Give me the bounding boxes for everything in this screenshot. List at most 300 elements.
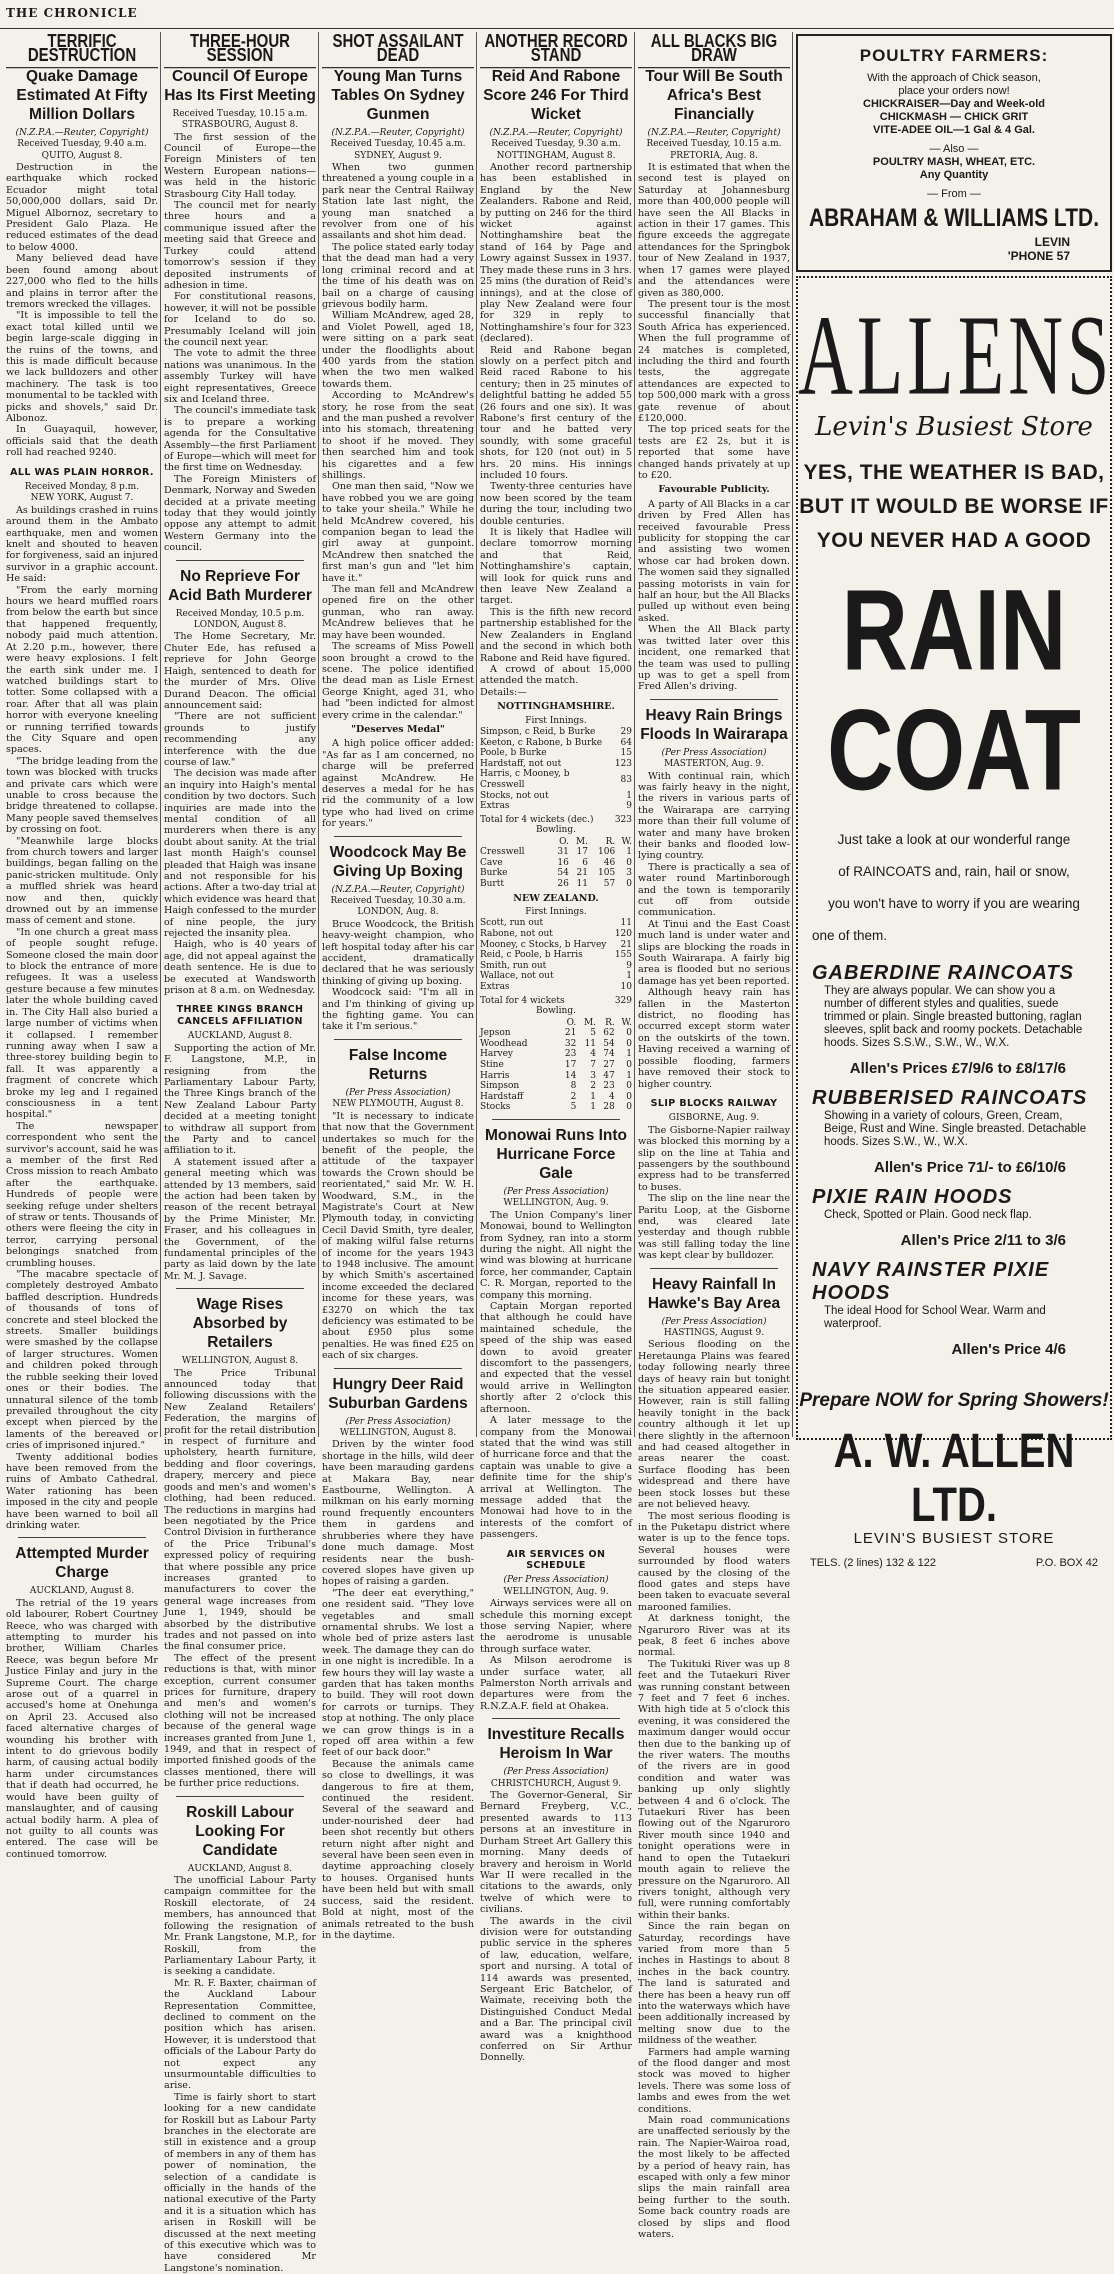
paragraph: The Price Tribunal announced today that following discussions with the New Zealand Retailers' Federation, the margins of profit for the retail distribution in respect of furniture and upholstery, hearth furniture, bedding and floor coverings, drapery, mercery and piece goods and men's and women's clothing, had been reduced. The reductions in margins had been negotiated by the Price Control Division in furtherance of the Price Tribunal's expressed policy of requiring that where possible any price increases granted to manufacturers to cover the general wage increases from June 1, 1949, should be absorbed by the distributive trades and not passed on into the final consumer price. (164, 1367, 316, 1653)
ad-firm-name: A. W. ALLEN LTD. (833, 1425, 1075, 1532)
column-4 (480, 30, 632, 2064)
bowling-figure: 0 (626, 1081, 632, 1092)
bowling-figure: 4 (608, 1091, 615, 1102)
bowler: Hardstaff (480, 1091, 524, 1102)
ad-line: With the approach of Chick season, (867, 72, 1041, 84)
dateline: PRETORIA, Aug. 8. (670, 150, 758, 161)
paragraph: A crowd of about 15,000 attended the match. (480, 663, 632, 687)
bowling-figure: 17 (564, 1060, 577, 1070)
paragraph: Mr. R. F. Baxter, chairman of the Auckland Labour Representation Committee, declined to comment on the position which has arisen. However, it is understood that officials of the Labour Party do not expect any unsurmountable difficulties to arise. (164, 1977, 316, 2092)
runs: 1 (626, 790, 632, 801)
bowling-column-header: O. (559, 836, 569, 847)
byline: (N.Z.P.A.—Reuter, Copyright) (331, 884, 465, 895)
headline: Roskill Labour Looking For Candidate (186, 1803, 294, 1859)
bowler: Jepson (480, 1028, 511, 1039)
batsman: Stocks, not out (480, 790, 549, 801)
bowling-row (480, 1028, 632, 1039)
received: Received Tuesday, 10.15 a.m. (646, 139, 782, 150)
dateline: AUCKLAND, August 8. (187, 1031, 293, 1042)
bowling-figure: 11 (576, 879, 588, 890)
allens-advertisement (796, 276, 1114, 1569)
runs: 123 (614, 758, 632, 769)
bowler: Simpson (480, 1081, 520, 1092)
batsman: Extras (480, 801, 510, 812)
article-body (322, 1439, 474, 1941)
bowling-figure: 4 (590, 1049, 597, 1060)
paragraph: The council's immediate task is to prepare a working agenda for the Consultative Assembly—the first Parliament of Europe—which will meet for the first time on Wednesday. (164, 405, 316, 474)
batting-row (480, 801, 632, 812)
article-body (6, 505, 158, 1532)
paragraph: One man then said, "Now we have robbed you we are going to take your sheila." While he held McAndrew covered, his companion began to lead the girl away at gunpoint. McAndrew then snatched the first man's gun and "let him have it." (322, 481, 474, 584)
ad-big-word: RAIN (841, 566, 1067, 695)
bowling-figure: 62 (603, 1028, 615, 1039)
subheading: SLIP BLOCKS RAILWAY (650, 1097, 778, 1109)
bowling-figure: 54 (557, 868, 569, 879)
received: Received Tuesday, 9.30 a.m. (491, 139, 621, 150)
bowler: Harvey (480, 1049, 514, 1060)
paragraph: With continual rain, which was fairly heavy in the night, the rivers in various parts of the Wairarapa are carrying more than their full volume of water and many have broken their banks and flooded low-lying country. (638, 770, 790, 862)
dateline: LONDON, August 8. (193, 620, 287, 631)
headline: Heavy Rainfall In Hawke's Bay Area (647, 1275, 781, 1312)
bowling-figure: 16 (557, 857, 569, 868)
product-price: Allen's Price 4/6 (951, 1341, 1066, 1358)
bowling-figure: 0 (626, 1060, 632, 1070)
ad-headline-line: YOU NEVER HAD A GOOD (816, 529, 1092, 552)
batsman: Smith, run out (480, 960, 547, 971)
ad-line: place your orders now! (898, 85, 1010, 97)
bowling-figure: 0 (626, 1038, 632, 1049)
kicker: ALL BLACKS BIG DRAW (638, 32, 790, 68)
bowling-figure: 1 (590, 1091, 597, 1102)
batting-table (480, 727, 632, 812)
total-label: Total for 4 wickets (dec.) (480, 814, 594, 825)
paragraph: The screams of Miss Powell soon brought a crowd to the scene. The police identified the dead man as Lisle Ernest George Knight, aged 31, who had "been indicted for almost every crime in the calendar." (322, 641, 474, 721)
bowling-figure: 7 (590, 1060, 597, 1070)
bowling-header (480, 1018, 632, 1029)
paragraph: The most serious flooding is in the Puketapu district where water is up to the fence tops. Several houses were surrounded by flood waters caused by the closing of the flood gates and steps have been taken to evacuate several marooned families. (638, 1510, 790, 1613)
ad-headline-line: YES, THE WEATHER IS BAD, (803, 461, 1105, 484)
headline: Wage Rises Absorbed by Retailers (192, 1296, 288, 1352)
ad-product: VITE-ADEE OIL—1 Gal & 4 Gal. (873, 124, 1035, 136)
paragraph: Another record partnership has been established in England by the New Zealanders. Rabone and Reid, by putting on 246 for the third wicket against Nottinghamshire beat the stand of 164 by Page and Lowry against Sussex in 1937. They made these runs in 3 hrs. 25 mins (the duration of Reid's innings), and at the close of play New Zealand were four for 329 in reply to Nottinghamshire's four for 323 (declared). (480, 162, 632, 345)
bowling-figure: 11 (584, 1038, 597, 1049)
byline: (Per Press Association) (661, 747, 767, 758)
batsman: Extras (480, 982, 510, 993)
bowling-row (480, 1071, 632, 1082)
headline: Monowai Runs Into Hurricane Force Gale (484, 1126, 628, 1182)
bowling-figure: 1 (626, 847, 632, 858)
batting-row (480, 918, 632, 929)
paragraph: In Guayaquil, however, officials said that the death roll had reached 9240. (6, 424, 158, 459)
article-body (480, 1210, 632, 1541)
paragraph: For constitutional reasons, however, it will not be possible for Iceland to do so. Presumably Iceland will join the council next year. (164, 291, 316, 348)
bowling-header (480, 837, 632, 848)
batting-row (480, 727, 632, 738)
dateline: LONDON, Aug. 8. (357, 907, 439, 918)
runs: 15 (620, 748, 632, 759)
byline: (N.Z.P.A.—Reuter, Copyright) (489, 127, 623, 138)
paragraph: Supporting the action of Mr. F. Langstone, M.P., in resigning from the Parliamentary Labour Party, the Three Kings branch of the New Zealand Labour Party decided at a meeting tonight to withdraw all support from the Party and to cancel affiliation to it. (164, 1042, 316, 1157)
dateline: AUCKLAND, August 8. (187, 1863, 293, 1874)
paragraph: The Gisborne-Napier railway was blocked this morning by a slip on the line at Tahia and passengers by the southbound express had to be transferred to buses. (638, 1124, 790, 1193)
total-label: Total for 4 wickets (480, 995, 565, 1006)
kicker: ANOTHER RECORD STAND (480, 32, 632, 68)
ad-store-tag: LEVIN'S BUSIEST STORE (853, 1530, 1055, 1547)
paragraph: The police stated early today that the dead man had a very long criminal record and at the time of his death was on bail on a charge of causing grievous bodily harm. (322, 241, 474, 310)
headline: Reid And Rabone Score 246 For Third Wicket (483, 67, 629, 123)
paragraph: It is estimated that when the second test is played on Saturday at Johannesburg more than 400,000 people will have seen the All Blacks in action in their 17 games. This figure exceeds the aggregate attendances for the Springbok tour of New Zealand in 1937, when 17 games were played and the attendances were given as 380,000. (638, 162, 790, 299)
paragraph: The effect of the present reductions is that, with minor exception, current consumer prices for furniture, drapery and men's and women's clothing will not be increased because of the general wage increases granted from June 1, 1949, and that in respect of imported finished goods of the classes mentioned, there will be further price reductions. (164, 1652, 316, 1790)
subheading: Favourable Publicity. (658, 484, 770, 496)
bowling-column-header: R. (605, 1017, 615, 1028)
product-price: Allen's Prices £7/9/6 to £8/17/6 (849, 1060, 1066, 1077)
bowling-figure: 0 (626, 857, 632, 868)
byline: (Per Press Association) (345, 1416, 451, 1427)
paragraph: William McAndrew, aged 28, and Violet Powell, aged 18, were sitting on a park seat under the floodlights about 400 yards from the station when the two men walked towards them. (322, 310, 474, 390)
paragraph: "The macabre spectacle of completely destroyed Ambato baffled description. Hundreds of thousands of tons of concrete and steel blocked the streets. Smaller buildings were smashed by the collapse of larger structures. Women and children poked through the rubble seeking their loved ones or their bodies. The unnatural silence of the tomb prevailed throughout the city except when pierced by the laments of the bereaved or cries of imprisoned injured." (6, 1269, 158, 1452)
bowling-figure: 3 (590, 1070, 597, 1081)
headline: Woodcock May Be Giving Up Boxing (329, 843, 467, 880)
bowler: Burtt (480, 879, 504, 890)
ad-firm-name: ABRAHAM & WILLIAMS LTD. (808, 204, 1100, 233)
ad-intro-line: Just take a look at our wonderful range (837, 832, 1071, 847)
bowling-figure: 46 (603, 857, 616, 868)
bowling-table (480, 837, 632, 890)
dateline: AUCKLAND, August 8. (29, 1586, 135, 1597)
product-description: They are always popular. We can show you a number of different styles and qualities, suede trimmed or plain. Single breasted buttoning, raglan sleeves, split back and roomy pockets. Detachable hoods. Sizes S.S.W., S.W., W., W.X. (824, 985, 1083, 1049)
allens-slogan: Levin's Busiest Store (815, 412, 1093, 442)
paragraph: The Governor-General, Sir Bernard Freyberg, V.C., presented awards to 113 persons at an investiture in Durham Street Art Gallery this morning. Many deeds of bravery and heroism in World War II were recalled in the citations to the awards, only twelve of which were to civilians. (480, 1790, 632, 1916)
bowling-figure: 57 (603, 879, 616, 890)
paragraph: A later message to the company from the Monowai stated that the wind was still of hurricane force and that the captain was unable to give a definite time for the ship's arrival at Wellington. The message added that the Monowai had hove to in the interests of the comfort of passengers. (480, 1415, 632, 1541)
byline: (N.Z.P.A.—Reuter, Copyright) (647, 127, 781, 138)
article-body (6, 162, 158, 459)
article-body (164, 1875, 316, 2274)
bowling-figure: 5 (570, 1102, 577, 1113)
article-body (322, 738, 474, 829)
runs: 9 (626, 801, 632, 812)
product-price: Allen's Price 71/- to £6/10/6 (874, 1159, 1066, 1176)
paragraph: When two gunmen threatened a young couple in a park near the Central Railway Station late last night, the young man snatched a revolver from one of his assailants and shot him dead. (322, 162, 474, 242)
received: Received Monday, 10.5 p.m. (175, 608, 305, 619)
product-description: Showing in a variety of colours, Green, Cream, Beige, Rust and Wine. Single breasted. Detachable hoods. Sizes S.W., W., W.X. (824, 1110, 1087, 1148)
paragraph: The newspaper correspondent who sent the survivor's account, said he was a member of the first Red Cross mission to reach Ambato after the earthquake. Hundreds of people were seeking refuge under shelters of straw or tents. Thousands of others were fleeing the city in terror, carrying personal belongings snatched from crumbling houses. (6, 1120, 158, 1269)
bowling-figure: 47 (603, 1070, 615, 1081)
bowling-figure: 26 (557, 879, 569, 890)
ad-product: CHICKRAISER—Day and Week-old (863, 98, 1045, 110)
paragraph: Driven by the winter food shortage in the hills, wild deer have been marauding gardens at Makara Bay, near Eastbourne, Wellington. A milkman on his early morning round frequently encounters them in gardens and shrubberies where they have done much damage. Most residents near the bush-covered slopes have given up hopes of raising a garden. (322, 1439, 474, 1588)
batsman: Scott, run out (480, 918, 544, 929)
batsman: Poole, b Burke (480, 748, 547, 759)
batting-row (480, 971, 632, 982)
bowling-figure: 1 (626, 1049, 632, 1060)
article-body (322, 919, 474, 1033)
paragraph: Because the animals came so close to dwellings, it was dangerous to fire at them, continued the resident. Several of the seaward and under-nourished deer had been shot recently but others return night after night and several have been seen even in daytime approaching closely to houses. Organised hunts have been held but with small success, said the resident. Bold at night, most of the animals retreated to the bush in the daytime. (322, 1758, 474, 1941)
runs: 64 (620, 737, 632, 748)
paragraph: The decision was made after an inquiry into Haigh's mental condition by two doctors. Such inquiries are made into the mental condition of all murderers when there is any doubt about sanity. At the trial last month Haigh's counsel pleaded that Haigh was insane and not responsible for his actions. After a two-day trial at which evidence was heard that Haigh confessed to the murder of nine people, the jury rejected the insanity plea. (164, 768, 316, 940)
received: Received Tuesday, 10.15 a.m. (172, 108, 308, 119)
received: Received Tuesday, 10.30 a.m. (330, 896, 466, 906)
runs: 155 (614, 950, 632, 961)
ad-also: — Also — (929, 143, 979, 155)
total-line (480, 812, 632, 826)
headline: Hungry Deer Raid Suburban Gardens (328, 1375, 468, 1412)
bowling-figure: 23 (564, 1049, 577, 1060)
paragraph: A party of All Blacks in a car driven by Fred Allen has received favourable Press publicity for stopping the car and assisting two women whose car had broken down. The women said they signalled passing motorists in vain for half an hour, but the All Blacks pulled up without even being asked. (638, 498, 790, 624)
subheading: THREE KINGS BRANCH CANCELS AFFILIATION (176, 1004, 304, 1027)
ad-headline (798, 456, 1110, 558)
bowling-row (480, 1049, 632, 1060)
byline: (Per Press Association) (503, 1767, 609, 1778)
headline: Council Of Europe Has Its First Meeting (164, 67, 316, 104)
column-3 (322, 30, 474, 1941)
article-body (322, 1111, 474, 1362)
article-body (480, 162, 632, 687)
batting-row (480, 950, 632, 961)
headline: False Income Returns (348, 1046, 448, 1083)
batting-row (480, 769, 632, 790)
paragraph: A statement issued after a general meeting which was attended by 13 members, said the action had been taken by reason of the recent betrayal by the Prime Minister, Mr. Fraser, and his colleagues in the Government, of the fundamental principles of the party as laid down by the late Mr. M. J. Savage. (164, 1156, 316, 1282)
allens-logo: ALLENS (798, 293, 1114, 419)
dateline: QUITO, August 8. (41, 150, 123, 161)
masthead (0, 0, 1114, 29)
poultry-advertisement (796, 34, 1112, 272)
batting-row (480, 982, 632, 993)
product-price: Allen's Price 2/11 to 3/6 (900, 1232, 1066, 1249)
bowling-column-header: W. (621, 1017, 632, 1028)
paragraph: The retrial of the 19 years old labourer, Robert Courtney Reece, who was charged with attempting to murder his brother, William Charles Reece, was begun before Mr Justice Finlay and jury in the Supreme Court. The charge arose out of a quarrel in accused's home at Onehunga on April 23. Accused also faced alternative charges of wounding his brother with intent to do grievous bodily harm, of causing actual bodily harm under circumstances that if death had occurred, he would have been guilty of manslaughter, and of causing actual bodily harm. A plea of not guilty to all counts was entered. The case will be continued tomorrow. (6, 1597, 158, 1860)
paragraph: As Milson aerodrome is under surface water, all Palmerston North arrivals and departures were from the R.N.Z.A.F. field at Ohakea. (480, 1655, 632, 1712)
paragraph: The council met for nearly three hours and a communique issued after the meeting said that Greece and Turkey could attend tomorrow's session if they deposited instruments of adhesion in time. (164, 200, 316, 291)
product-name: RUBBERISED RAINCOATS (812, 1087, 1088, 1109)
ad-spring-tagline: Prepare NOW for Spring Showers! (799, 1390, 1109, 1411)
paragraph: The vote to admit the three nations was unanimous. In the assembly Turkey will have eight representatives, Greece six and Iceland three. (164, 348, 316, 405)
runs: 83 (620, 774, 632, 785)
article-body (638, 1339, 790, 2240)
batting-row (480, 791, 632, 802)
bowling-figure: 5 (590, 1028, 597, 1039)
paragraph: "The bridge leading from the town was blocked with trucks and private cars which were unable to cross because the bridge threatened to collapse. Many people saved themselves by crossing on foot. (6, 755, 158, 836)
runs: 1 (626, 971, 632, 982)
subheading: "Deserves Medal" (351, 723, 445, 735)
product-navy-rainster (812, 1259, 1096, 1358)
article-body (638, 1125, 790, 1262)
paragraph: This is the fifth new record partnership established for the New Zealanders in England and the second in which both Rabone and Reid have figured. (480, 606, 632, 664)
paragraph: Destruction in the earthquake which rocked Ecuador might total 50,000,000 dollars, said Dr. Miguel Albornoz, secretary to President Galo Plaza. He reduced estimates of the dead to below 4000. (6, 162, 158, 253)
ad-intro (798, 824, 1110, 952)
paragraph: The man fell and McAndrew opened fire on the other gunman, who ran away. McAndrew believes that he may have been wounded. (322, 584, 474, 641)
article-body (164, 1043, 316, 1283)
ad-from: — From — (927, 188, 981, 200)
headline: Attempted Murder Charge (15, 1545, 149, 1582)
bowling-column-header: M. (583, 1017, 597, 1028)
dateline: SYDNEY, August 9. (354, 150, 442, 161)
article-body (480, 1598, 632, 1712)
product-name: PIXIE RAIN HOODS (812, 1186, 1013, 1208)
bowler: Stocks (480, 1102, 511, 1113)
bowling-figure: 105 (598, 868, 616, 879)
dateline: HASTINGS, August 9. (663, 1328, 765, 1338)
subheading: AIR SERVICES ON SCHEDULE (506, 1548, 606, 1571)
ad-contact (810, 1557, 1098, 1569)
column-5 (638, 30, 790, 2241)
paragraph: "From the early morning hours we heard muffled roars from below the earth but since that happened frequently, nobody paid much attention. At 2.20 p.m., however, there were heavy explosions. I felt the earth sink under me. I watched buildings start to totter. Some collapsed with a roar. After that all was plain horror with everyone kneeling or running terrified towards the City Square and open spaces. (6, 584, 158, 756)
batsman: Keeton, c Rabone, b Burke (480, 737, 603, 748)
paragraph: Airways services were all on schedule this morning except those serving Napier, where the aerodrome is unusable through surface water. (480, 1598, 632, 1655)
bowling-row (480, 1092, 632, 1103)
article-body (322, 162, 474, 721)
bowling-figure: 3 (626, 868, 632, 879)
newspaper-name: THE CHRONICLE (6, 6, 138, 20)
paragraph: The slip on the line near the Paritu Loop, at the Gisborne end, was cleared late yesterday and though rubble was still falling today the line was kept clear by bulldozer. (638, 1193, 790, 1262)
bowling-column-header: O. (566, 1017, 577, 1028)
ad-quantity: Any Quantity (919, 169, 989, 181)
paragraph: "Meanwhile large blocks from church towers and larger buildings, began falling on the panic-stricken multitude. Only a muffled shriek was heard now and then, quickly drowned out by an immense mass of cement and stone. (6, 835, 158, 927)
paragraph: Farmers had ample warning of the flood danger and most stock was moved to higher levels. There was some loss of lambs and ewes from the wet conditions. (638, 2046, 790, 2115)
bowling-figure: 0 (626, 1028, 632, 1039)
paragraph: Bruce Woodcock, the British heavy-weight champion, who left hospital today after his car accident, dramatically declared that he was seriously thinking of giving up boxing. (322, 918, 474, 987)
dateline: WELLINGTON, Aug. 9. (503, 1198, 609, 1209)
paragraph: Reid and Rabone began slowly on a perfect pitch and Reid raced Rabone to his century; then in 25 minutes of delightful batting he added 55 (26 fours and one six). It was Rabone's first century of the tour and he batted very soundly, with some graceful shots, for 120 (not out) in 5 hrs. 20 mins. His innings included 10 fours. (480, 344, 632, 481)
bowling-row (480, 868, 632, 879)
bowling-row (480, 879, 632, 890)
batsman: Wallace, not out (480, 971, 554, 982)
bowling-row (480, 1060, 632, 1071)
bowling-column-header: W. (621, 836, 632, 847)
paragraph: At Tinui and the East Coast much land is under water and slips are blocking the roads in South Wairarapa. A fairly big area is flooded but no serious damage has yet been reported. (638, 918, 790, 987)
batsman: Hardstaff, not out (480, 758, 562, 769)
innings-label: First Innings. (525, 907, 587, 918)
bowling-row (480, 858, 632, 869)
bowling-figure: 1 (590, 1102, 597, 1113)
paragraph: There is practically a sea of water round Martinborough and the town is temporarily cut off from outside communication. (638, 861, 790, 919)
bowling-figure: 106 (598, 847, 616, 858)
kicker: SHOT ASSAILANT DEAD (322, 32, 474, 68)
total-runs: 329 (614, 995, 632, 1006)
batting-row (480, 759, 632, 770)
product-pixie-hoods (812, 1186, 1096, 1249)
article-body (164, 1368, 316, 1790)
team-name: NEW ZEALAND. (513, 892, 599, 904)
ad-telephone: TELS. (2 lines) 132 & 122 (810, 1557, 936, 1569)
bowling-column-header (480, 1018, 558, 1029)
ad-title: POULTRY FARMERS: (859, 46, 1049, 65)
runs: 10 (620, 982, 632, 993)
bowling-figure: 14 (564, 1070, 577, 1081)
paragraph: Twenty additional bodies have been removed from the ruins of Ambato Cathedral. Water rationing has been imposed in the city and people have been warned to boil all drinking water. (6, 1451, 158, 1531)
product-description: The ideal Hood for School Wear. Warm and waterproof. (824, 1305, 1046, 1330)
ad-headline-line: BUT IT WOULD BE WORSE IF (799, 495, 1109, 518)
dateline: GISBORNE, Aug. 9. (668, 1113, 760, 1124)
total-row (480, 812, 632, 826)
dateline: NEW PLYMOUTH, August 8. (332, 1099, 464, 1110)
ad-intro-line: one of them. (812, 928, 888, 943)
bowling-figure: 2 (570, 1091, 577, 1102)
article-body (164, 631, 316, 996)
bowling-column-header (480, 837, 551, 848)
paragraph: The Union Company's liner Monowai, bound to Wellington from Sydney, ran into a storm during the night. All night the wind was blowing at hurricane force, her commander, Captain C. R. Morgan, reported to the company this morning. (480, 1209, 632, 1301)
bowling-figure: 23 (603, 1081, 615, 1092)
batting-row (480, 738, 632, 749)
bowling-column-header: R. (605, 836, 616, 847)
bowling-figure: 0 (626, 1091, 632, 1102)
headline: Tour Will Be South Africa's Best Financially (645, 67, 783, 123)
product-name: GABERDINE RAINCOATS (812, 962, 1074, 984)
bowling-figure: 74 (603, 1049, 615, 1060)
batting-row (480, 940, 632, 951)
paragraph: "The deer eat everything," one resident said. "They love vegetables and small ornamental shrubs. We lost a whole bed of prize asters last week. The damage they can do in one night is incredible. In a few hours they will lay waste a garden that has taken months to build. They will root down for carrots or turnips. They stop at nothing. The only place we can grow things is in a roped off area within a few feet of our back door." (322, 1587, 474, 1759)
bowling-figure: 2 (590, 1081, 597, 1092)
bowling-label: Bowling. (536, 825, 576, 836)
column-2 (164, 30, 316, 2274)
bowler: Woodhead (480, 1038, 528, 1049)
batting-row (480, 961, 632, 972)
paragraph: It is likely that Hadlee will declare tomorrow morning and that Reid, Nottinghamshire's captain, will look for quick runs and then leave New Zealand a target. (480, 527, 632, 607)
bowling-figure: 1 (626, 1070, 632, 1081)
paragraph: "It is impossible to tell the exact total killed until we begin large-scale digging in the ruins of the towns, and this is made difficult because we lack bulldozers and other machinery. The task is too monumental to be tackled with picks and shovels," said Dr. Albonoz. (6, 310, 158, 424)
ad-intro-line: of RAINCOATS and, rain, hail or snow, (838, 864, 1070, 879)
bowling-figure: 0 (626, 1102, 632, 1113)
product-description: Check, Spotted or Plain. Good neck flap. (824, 1209, 1032, 1221)
paragraph: A high police officer added: "As far as I am concerned, no charge will be preferred against McAndrew. He deserves a medal for he has rid the community of a low type who had lived on crime for years." (322, 738, 474, 830)
dateline: CHRISTCHURCH, August 9. (490, 1778, 622, 1789)
runs: 11 (620, 918, 632, 929)
paragraph: The Tukituki River was up 8 feet and the Tutaekuri River was running constant between 7 feet and 7 feet 6 inches. With high tide at 5 o'clock this evening, it was considered the maximum danger would occur then due to the banking up of the river waters. The mouths of the rivers are in good condition and water was banking up only slightly between 4 and 6 o'clock. The Tutaekuri River has been flowing out of the Ngaruroro River mouth since 1940 and tonight operations were in hand to open the Tutaekuri mouth again to relieve the pressure on the Ngaruroro. All rivers tonight, although very full, were running comfortably within their banks. (638, 1658, 790, 1921)
received: Received Tuesday, 9.40 a.m. (17, 139, 147, 150)
runs: 29 (620, 726, 632, 737)
bowler: Harris (480, 1070, 510, 1081)
paragraph: The awards in the civil division were for outstanding public service in the spheres of law, education, welfare, sport and nursing. A total of 114 awards was presented, Sergeant Eric Batchelor, of Waimate, receiving both the Distinguished Conduct Medal and a Bar. The principal civil award was a knighthood conferred on Sir Arthur Donnelly. (480, 1915, 632, 2064)
batting-table (480, 918, 632, 992)
paragraph: The Home Secretary, Mr. Chuter Ede, has refused a reprieve for John George Haigh, sentenced to death for the murder of Mrs. Olive Durand Deacon. The official announcement said: (164, 631, 316, 711)
paragraph: As buildings crashed in ruins around them in the Ambato earthquake, men and women knelt and shouted to heaven for forgiveness, said an injured survivor in a graphic account. He said: (6, 504, 158, 585)
bowling-figure: 17 (576, 847, 588, 858)
bowler: Stine (480, 1060, 504, 1070)
bowling-figure: 31 (557, 847, 569, 858)
product-rubberised (812, 1087, 1096, 1176)
byline: (N.Z.P.A.—Reuter, Copyright) (331, 127, 465, 138)
paragraph: "In one church a great mass of people sought refuge. Someone closed the main door to block the entrance of more refugees. It was a useless gesture because a few minutes later the whole building caved in. The City Hall also buried a large number of victims when it collapsed. I remember running away when I saw a three-storey building begin to fall. It was apparently a fragment of concrete which broke my leg and I regained consciousness in a tent hospital." (6, 926, 158, 1121)
column-1 (6, 30, 158, 1860)
headline: Quake Damage Estimated At Fifty Million Dollars (16, 67, 148, 123)
paragraph: Twenty-three centuries have now been scored by the team during the tour, including two double centuries. (480, 481, 632, 527)
paragraph: Haigh, who is 40 years of age, did not appeal against the death sentence. He is due to be executed at Wandsworth prison at 8 a.m. on Wednesday. (164, 939, 316, 997)
byline: (Per Press Association) (503, 1186, 609, 1197)
received: Received Tuesday, 10.45 a.m. (330, 139, 466, 150)
kicker: THREE-HOUR SESSION (164, 32, 316, 68)
bowler: Cresswell (480, 847, 525, 858)
ad-product: CHICKMASH — CHICK GRIT (879, 111, 1029, 123)
paragraph: Woodcock said: "I'm all in and I'm thinking of giving up the fighting game. You can take it I'm serious." (322, 987, 474, 1033)
paragraph: "It is necessary to indicate that now that the Government undertakes so much for the benefit of the people, the attitude of the taxpayer towards the Crown should be reorientated," said Mr. W. H. Woodward, S.M., in the Magistrate's Court at New Plymouth today, in convicting Cecil David Smith, tyre dealer, of making wilful false returns of income for the years 1943 to 1948 inclusive. The amount by which Smith's ascertained income exceeded the declared income for these years, was £3270 on which the tax deficiency was estimated to be about £950 plus some penalties. He was fined £25 on each of six charges. (322, 1110, 474, 1362)
dateline: STRASBOURG, August 8. (181, 120, 299, 131)
bowling-figure: 8 (570, 1081, 577, 1092)
details-label: Details:— (480, 686, 527, 698)
dateline: WELLINGTON, August 8. (181, 1356, 299, 1367)
paragraph: The unofficial Labour Party campaign committee for the Roskill electorate, of 24 members, has announced that following the resignation of Mr. Frank Langstone, M.P., for Roskill, from the Parliamentary Labour Party, it is seeking a candidate. (164, 1875, 316, 1978)
ad-big-word: COAT (827, 686, 1081, 815)
bowling-column-header: M. (575, 836, 588, 847)
headline: No Reprieve For Acid Bath Murderer (168, 567, 312, 604)
byline: (Per Press Association) (661, 1316, 767, 1327)
ad-phone: 'PHONE 57 (1007, 249, 1070, 263)
batting-row (480, 929, 632, 940)
bowling-row (480, 1039, 632, 1050)
batsman: Harris, c Mooney, b Cresswell (480, 769, 570, 790)
headline: Investiture Recalls Heroism In War (487, 1726, 625, 1763)
total-line (480, 993, 632, 1007)
innings-label: First Innings. (525, 715, 587, 726)
